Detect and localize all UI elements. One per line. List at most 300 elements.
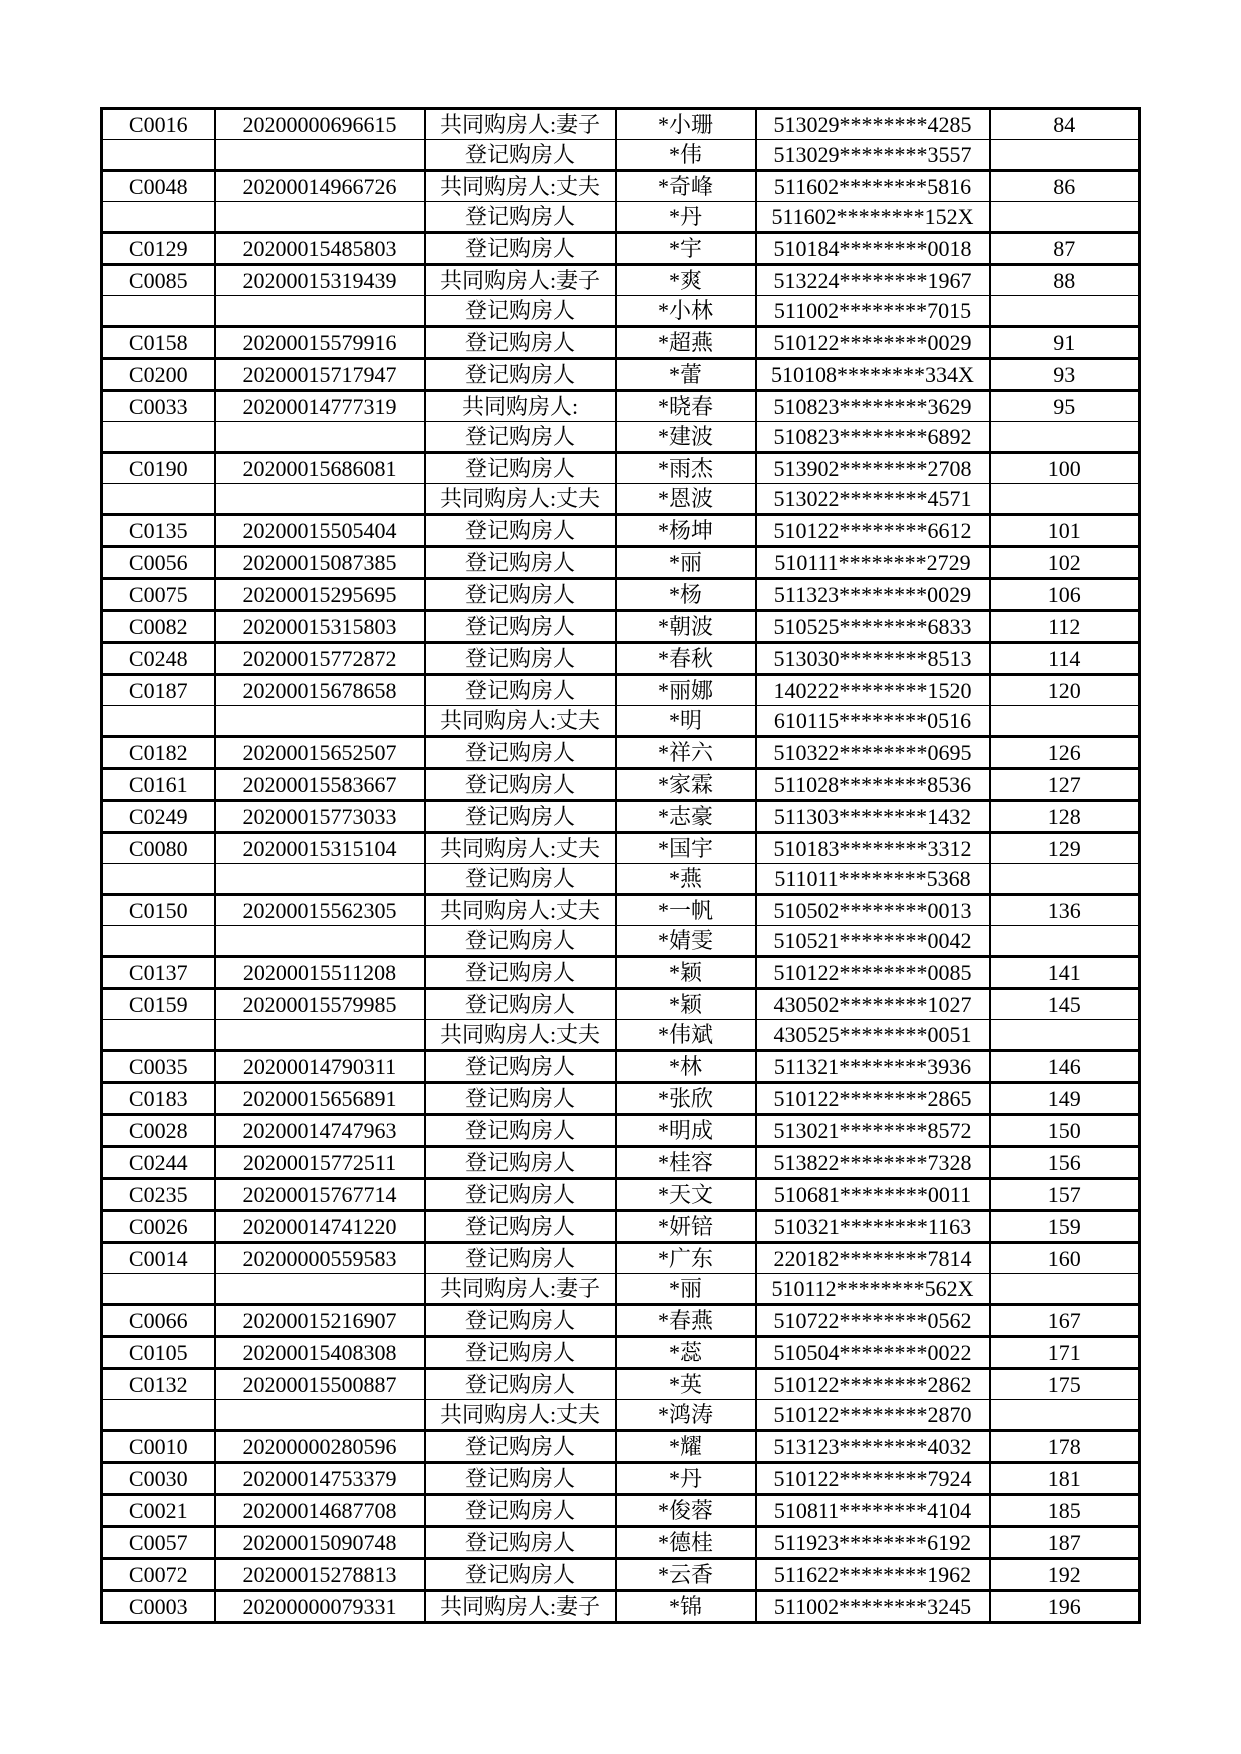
cell-reg-no: 20200000280596 [215,1431,425,1463]
cell-role: 登记购房人 [425,327,616,359]
cell-code [102,140,215,171]
cell-code: C0161 [102,769,215,801]
table-row [102,1147,1140,1179]
cell-code: C0010 [102,1431,215,1463]
cell-code: C0080 [102,833,215,864]
cell-role: 登记购房人 [425,989,616,1020]
cell-code [102,422,215,453]
cell-seq [990,422,1140,453]
cell-code: C0026 [102,1211,215,1243]
cell-id-no: 513029********4285 [756,109,990,140]
cell-seq [990,202,1140,233]
cell-seq: 145 [990,989,1140,1020]
cell-code: C0014 [102,1243,215,1274]
cell-seq: 129 [990,833,1140,864]
cell-role: 登记购房人 [425,233,616,265]
table-row [102,1369,1140,1400]
cell-reg-no: 20200015772511 [215,1147,425,1179]
cell-reg-no [215,296,425,327]
cell-id-no: 430502********1027 [756,989,990,1020]
cell-name: *杨坤 [616,515,756,547]
table-row [102,327,1140,359]
cell-role: 登记购房人 [425,1527,616,1559]
cell-role: 登记购房人 [425,547,616,579]
cell-code: C0137 [102,957,215,989]
cell-seq: 84 [990,109,1140,140]
cell-code: C0190 [102,453,215,484]
cell-code: C0150 [102,895,215,926]
table-row [102,140,1140,171]
cell-seq: 150 [990,1115,1140,1147]
cell-code: C0235 [102,1179,215,1211]
cell-role: 登记购房人 [425,1337,616,1369]
table-row [102,1591,1140,1623]
cell-reg-no [215,484,425,515]
cell-reg-no: 20200015090748 [215,1527,425,1559]
table-row [102,109,1140,140]
cell-reg-no: 20200015579916 [215,327,425,359]
cell-seq: 192 [990,1559,1140,1591]
cell-code: C0072 [102,1559,215,1591]
cell-role: 登记购房人 [425,1211,616,1243]
table-row [102,296,1140,327]
cell-name: *丹 [616,202,756,233]
cell-code: C0075 [102,579,215,611]
cell-seq: 95 [990,391,1140,422]
table-row [102,1400,1140,1431]
cell-role: 登记购房人 [425,957,616,989]
cell-code: C0249 [102,801,215,833]
cell-reg-no: 20200015773033 [215,801,425,833]
cell-role: 共同购房人:丈夫 [425,171,616,202]
cell-reg-no: 20200000079331 [215,1591,425,1623]
cell-seq: 157 [990,1179,1140,1211]
cell-role: 共同购房人:丈夫 [425,706,616,737]
cell-id-no: 511321********3936 [756,1051,990,1083]
cell-role: 登记购房人 [425,801,616,833]
cell-name: *婧雯 [616,926,756,957]
cell-name: *丽 [616,547,756,579]
cell-reg-no: 20200015686081 [215,453,425,484]
cell-reg-no: 20200014687708 [215,1495,425,1527]
table-row [102,1243,1140,1274]
cell-name: *一帆 [616,895,756,926]
cell-seq: 171 [990,1337,1140,1369]
cell-code: C0057 [102,1527,215,1559]
cell-name: *蕾 [616,359,756,391]
cell-seq [990,706,1140,737]
cell-id-no: 510122********6612 [756,515,990,547]
cell-id-no: 510322********0695 [756,737,990,769]
cell-name: *国宇 [616,833,756,864]
cell-seq [990,864,1140,895]
cell-name: *桂容 [616,1147,756,1179]
cell-role: 共同购房人:妻子 [425,265,616,296]
table-row [102,484,1140,515]
cell-name: *雨杰 [616,453,756,484]
cell-id-no: 510184********0018 [756,233,990,265]
cell-role: 登记购房人 [425,1243,616,1274]
cell-seq [990,926,1140,957]
cell-id-no: 511028********8536 [756,769,990,801]
cell-code: C0244 [102,1147,215,1179]
cell-code [102,1274,215,1305]
cell-seq: 181 [990,1463,1140,1495]
table-row [102,453,1140,484]
cell-name: *丽娜 [616,675,756,706]
table-row [102,1083,1140,1115]
cell-seq: 185 [990,1495,1140,1527]
cell-id-no: 510521********0042 [756,926,990,957]
cell-id-no: 510122********2865 [756,1083,990,1115]
cell-id-no: 510122********2870 [756,1400,990,1431]
cell-code: C0030 [102,1463,215,1495]
cell-role: 共同购房人:丈夫 [425,1400,616,1431]
cell-seq: 136 [990,895,1140,926]
table-row [102,1051,1140,1083]
cell-name: *小林 [616,296,756,327]
cell-id-no: 610115********0516 [756,706,990,737]
cell-reg-no [215,1020,425,1051]
table-row [102,1115,1140,1147]
cell-role: 登记购房人 [425,611,616,643]
cell-code [102,926,215,957]
cell-id-no: 513030********8513 [756,643,990,675]
cell-code: C0021 [102,1495,215,1527]
cell-name: *丽 [616,1274,756,1305]
cell-id-no: 513224********1967 [756,265,990,296]
cell-reg-no: 20200014790311 [215,1051,425,1083]
table-row [102,926,1140,957]
cell-name: *颖 [616,957,756,989]
cell-name: *燕 [616,864,756,895]
cell-seq: 106 [990,579,1140,611]
cell-code: C0056 [102,547,215,579]
table-row [102,265,1140,296]
cell-seq [990,1400,1140,1431]
cell-reg-no [215,202,425,233]
cell-name: *爽 [616,265,756,296]
cell-name: *杨 [616,579,756,611]
cell-reg-no: 20200015579985 [215,989,425,1020]
cell-role: 共同购房人:丈夫 [425,833,616,864]
cell-seq: 146 [990,1051,1140,1083]
table-row [102,643,1140,675]
cell-id-no: 430525********0051 [756,1020,990,1051]
cell-name: *张欣 [616,1083,756,1115]
table-row [102,1559,1140,1591]
cell-reg-no: 20200015511208 [215,957,425,989]
cell-id-no: 510122********7924 [756,1463,990,1495]
table-row [102,1179,1140,1211]
table-row [102,359,1140,391]
cell-role: 登记购房人 [425,1305,616,1337]
cell-reg-no: 20200015717947 [215,359,425,391]
cell-reg-no: 20200015315803 [215,611,425,643]
cell-code: C0003 [102,1591,215,1623]
table-row [102,391,1140,422]
cell-role: 登记购房人 [425,1147,616,1179]
cell-id-no: 510122********0029 [756,327,990,359]
cell-code: C0159 [102,989,215,1020]
cell-reg-no [215,706,425,737]
cell-role: 登记购房人 [425,1559,616,1591]
cell-id-no: 511622********1962 [756,1559,990,1591]
table-row [102,422,1140,453]
cell-id-no: 510122********2862 [756,1369,990,1400]
cell-id-no: 511602********5816 [756,171,990,202]
table-row [102,989,1140,1020]
table-row [102,801,1140,833]
cell-role: 登记购房人 [425,737,616,769]
table-row [102,611,1140,643]
cell-role: 登记购房人 [425,202,616,233]
cell-id-no: 510681********0011 [756,1179,990,1211]
cell-id-no: 511923********6192 [756,1527,990,1559]
table-row [102,957,1140,989]
cell-name: *超燕 [616,327,756,359]
cell-seq: 102 [990,547,1140,579]
cell-code: C0085 [102,265,215,296]
cell-seq: 196 [990,1591,1140,1623]
cell-code: C0048 [102,171,215,202]
cell-id-no: 513022********4571 [756,484,990,515]
cell-code: C0035 [102,1051,215,1083]
cell-id-no: 220182********7814 [756,1243,990,1274]
cell-seq: 101 [990,515,1140,547]
cell-reg-no: 20200015315104 [215,833,425,864]
cell-seq [990,296,1140,327]
cell-role: 共同购房人:丈夫 [425,895,616,926]
cell-reg-no: 20200015295695 [215,579,425,611]
cell-reg-no: 20200015500887 [215,1369,425,1400]
cell-name: *奇峰 [616,171,756,202]
cell-code [102,1400,215,1431]
cell-role: 共同购房人:丈夫 [425,1020,616,1051]
cell-role: 共同购房人:妻子 [425,1274,616,1305]
cell-code: C0132 [102,1369,215,1400]
cell-reg-no: 20200015652507 [215,737,425,769]
cell-seq: 127 [990,769,1140,801]
table-row [102,1495,1140,1527]
table-row [102,833,1140,864]
cell-role: 共同购房人: [425,391,616,422]
cell-seq: 178 [990,1431,1140,1463]
cell-role: 登记购房人 [425,1369,616,1400]
cell-name: *俊蓉 [616,1495,756,1527]
cell-name: *春秋 [616,643,756,675]
cell-code: C0016 [102,109,215,140]
table-row [102,737,1140,769]
cell-code: C0033 [102,391,215,422]
cell-name: *广东 [616,1243,756,1274]
cell-role: 共同购房人:妻子 [425,1591,616,1623]
cell-reg-no: 20200015656891 [215,1083,425,1115]
cell-id-no: 511303********1432 [756,801,990,833]
cell-seq: 120 [990,675,1140,706]
cell-seq: 149 [990,1083,1140,1115]
cell-role: 共同购房人:妻子 [425,109,616,140]
cell-code [102,864,215,895]
cell-code: C0082 [102,611,215,643]
table-row [102,233,1140,265]
cell-role: 登记购房人 [425,579,616,611]
cell-code: C0158 [102,327,215,359]
cell-code: C0105 [102,1337,215,1369]
cell-name: *德桂 [616,1527,756,1559]
cell-name: *家霖 [616,769,756,801]
cell-reg-no: 20200015408308 [215,1337,425,1369]
cell-seq: 100 [990,453,1140,484]
cell-role: 登记购房人 [425,926,616,957]
cell-reg-no [215,926,425,957]
cell-code: C0135 [102,515,215,547]
cell-reg-no: 20200015767714 [215,1179,425,1211]
cell-role: 登记购房人 [425,1495,616,1527]
cell-id-no: 513021********8572 [756,1115,990,1147]
cell-id-no: 510183********3312 [756,833,990,864]
cell-id-no: 513123********4032 [756,1431,990,1463]
cell-code [102,484,215,515]
cell-reg-no: 20200000696615 [215,109,425,140]
cell-role: 登记购房人 [425,422,616,453]
cell-role: 登记购房人 [425,453,616,484]
cell-code: C0028 [102,1115,215,1147]
cell-seq: 88 [990,265,1140,296]
cell-seq: 175 [990,1369,1140,1400]
cell-seq: 93 [990,359,1140,391]
table-row [102,1337,1140,1369]
table-row [102,864,1140,895]
cell-reg-no: 20200014741220 [215,1211,425,1243]
cell-code: C0187 [102,675,215,706]
cell-seq: 112 [990,611,1140,643]
cell-name: *志豪 [616,801,756,833]
cell-role: 登记购房人 [425,1115,616,1147]
cell-seq: 91 [990,327,1140,359]
cell-role: 登记购房人 [425,643,616,675]
cell-id-no: 511002********3245 [756,1591,990,1623]
cell-role: 登记购房人 [425,1179,616,1211]
cell-seq: 160 [990,1243,1140,1274]
cell-role: 登记购房人 [425,1431,616,1463]
cell-id-no: 513902********2708 [756,453,990,484]
cell-seq: 86 [990,171,1140,202]
cell-name: *晓春 [616,391,756,422]
cell-id-no: 510122********0085 [756,957,990,989]
cell-role: 登记购房人 [425,140,616,171]
cell-reg-no: 20200015772872 [215,643,425,675]
cell-seq [990,484,1140,515]
table-row [102,579,1140,611]
cell-name: *颖 [616,989,756,1020]
cell-seq: 126 [990,737,1140,769]
table-row [102,547,1140,579]
cell-reg-no: 20200015087385 [215,547,425,579]
cell-id-no: 510112********562X [756,1274,990,1305]
cell-seq: 87 [990,233,1140,265]
cell-name: *英 [616,1369,756,1400]
buyers-table [100,107,1141,1624]
table-row [102,1020,1140,1051]
table-row [102,895,1140,926]
cell-name: *丹 [616,1463,756,1495]
table-row [102,675,1140,706]
table-row [102,171,1140,202]
cell-name: *建波 [616,422,756,453]
table-row [102,769,1140,801]
cell-name: *天文 [616,1179,756,1211]
cell-reg-no: 20200015485803 [215,233,425,265]
table-row [102,1463,1140,1495]
cell-id-no: 511323********0029 [756,579,990,611]
cell-code: C0066 [102,1305,215,1337]
cell-reg-no: 20200015216907 [215,1305,425,1337]
cell-id-no: 510504********0022 [756,1337,990,1369]
cell-name: *锦 [616,1591,756,1623]
cell-reg-no [215,422,425,453]
cell-code: C0183 [102,1083,215,1115]
cell-id-no: 510321********1163 [756,1211,990,1243]
cell-name: *耀 [616,1431,756,1463]
cell-reg-no [215,864,425,895]
table-row [102,515,1140,547]
cell-name: *朝波 [616,611,756,643]
cell-id-no: 510811********4104 [756,1495,990,1527]
cell-reg-no: 20200014966726 [215,171,425,202]
cell-name: *小珊 [616,109,756,140]
cell-reg-no: 20200000559583 [215,1243,425,1274]
table-row [102,1431,1140,1463]
table-row [102,706,1140,737]
cell-code: C0200 [102,359,215,391]
table-row [102,1527,1140,1559]
cell-role: 登记购房人 [425,864,616,895]
cell-reg-no [215,1274,425,1305]
cell-id-no: 510502********0013 [756,895,990,926]
cell-id-no: 510823********3629 [756,391,990,422]
cell-id-no: 510823********6892 [756,422,990,453]
table-row [102,1305,1140,1337]
cell-name: *云香 [616,1559,756,1591]
cell-code: C0182 [102,737,215,769]
cell-seq: 128 [990,801,1140,833]
cell-reg-no: 20200015678658 [215,675,425,706]
cell-code [102,202,215,233]
cell-role: 登记购房人 [425,1463,616,1495]
cell-id-no: 140222********1520 [756,675,990,706]
cell-reg-no [215,140,425,171]
cell-seq: 141 [990,957,1140,989]
table-row [102,1211,1140,1243]
cell-seq [990,140,1140,171]
cell-name: *伟斌 [616,1020,756,1051]
cell-code: C0129 [102,233,215,265]
cell-id-no: 511011********5368 [756,864,990,895]
cell-reg-no: 20200015319439 [215,265,425,296]
cell-reg-no: 20200014753379 [215,1463,425,1495]
cell-code: C0248 [102,643,215,675]
cell-name: *鸿涛 [616,1400,756,1431]
cell-code [102,1020,215,1051]
buyers-table-body [102,109,1140,1623]
cell-role: 登记购房人 [425,296,616,327]
cell-role: 登记购房人 [425,1051,616,1083]
cell-reg-no: 20200015278813 [215,1559,425,1591]
cell-name: *宇 [616,233,756,265]
cell-reg-no: 20200015562305 [215,895,425,926]
cell-role: 登记购房人 [425,359,616,391]
